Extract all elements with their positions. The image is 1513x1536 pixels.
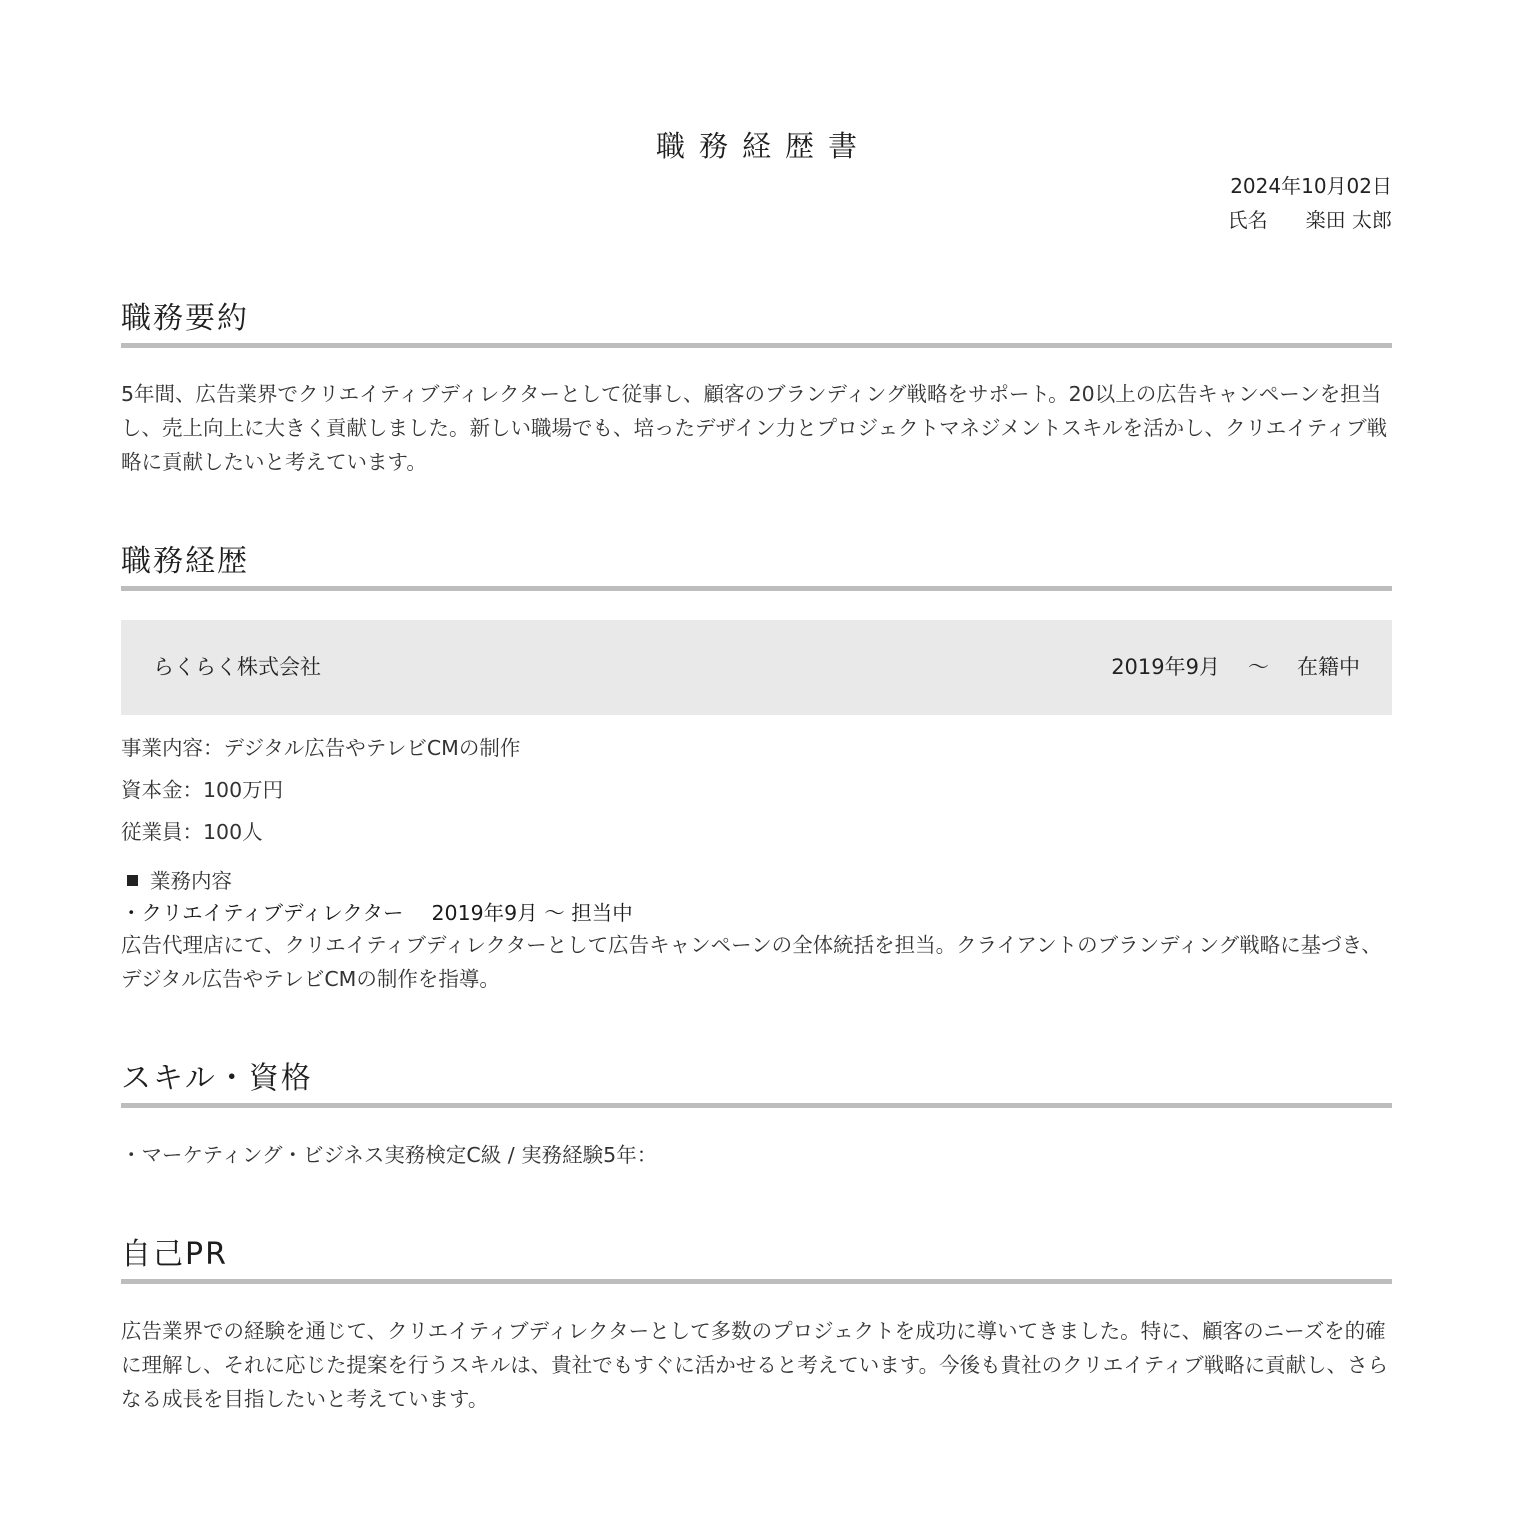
company-period xyxy=(1111,650,1360,684)
name-label: 氏名 xyxy=(1227,208,1268,232)
duties-heading-label: 業務内容 xyxy=(150,869,232,893)
summary-text: 5年間、広告業界でクリエイティブディレクターとして従事し、顧客のブランディング戦略をサポート。20以上の広告キャンペーンを担当し、売上向上に大きく貢献しました。新しい職場でも、培ったデザイン力とプロジェクトマネジメントスキルを活かし、クリエイティブ戦略に貢献したいと考えています。 xyxy=(121,382,1388,474)
square-bullet-icon xyxy=(127,875,138,886)
pr-text: 広告業界での経験を通じて、クリエイティブディレクターとして多数のプロジェクトを成功に導いてきました。特に、顧客のニーズを的確に理解し、それに応じた提案を行うスキルは、貴社でもすぐに活かせると考えています。今後も貴社のクリエイティブ戦略に貢献し、さらなる成長を目指したいと考えています。 xyxy=(121,1319,1389,1411)
role-description: 広告代理店にて、クリエイティブディレクターとして広告キャンペーンの全体統括を担当。クライアントのブランディング戦略に基づき、デジタル広告やテレビCMの制作を指導。 xyxy=(121,933,1382,991)
career-heading: 職務経歴 xyxy=(121,540,1392,591)
skill-item: ・マーケティング・ビジネス実務検定C級 / 実務経験5年： xyxy=(121,1143,658,1167)
business-description: 事業内容：デジタル広告やテレビCMの制作 xyxy=(121,736,521,760)
pr-heading: 自己PR xyxy=(121,1233,1392,1284)
role-title: ・クリエイティブディレクター xyxy=(121,901,404,925)
document-meta xyxy=(1228,169,1392,237)
company-header xyxy=(121,620,1392,715)
period-end: 在籍中 xyxy=(1297,655,1360,679)
company-name: らくらく株式会社 xyxy=(153,655,321,679)
period-tilde: 〜 xyxy=(1248,655,1269,679)
document-date: 2024年10月02日 xyxy=(1230,174,1392,198)
summary-heading: 職務要約 xyxy=(121,297,1392,348)
employees: 従業員：100人 xyxy=(121,820,263,844)
period-start: 2019年9月 xyxy=(1111,655,1220,679)
name-row xyxy=(1228,203,1392,237)
document-title: 職務経歴書 xyxy=(655,129,871,163)
skills-heading: スキル・資格 xyxy=(121,1057,1392,1108)
role-line xyxy=(121,896,633,930)
applicant-name: 楽田 太郎 xyxy=(1305,208,1392,232)
capital: 資本金：100万円 xyxy=(121,778,284,802)
duties-heading xyxy=(127,864,232,898)
role-period: 2019年9月 〜 担当中 xyxy=(431,901,633,925)
